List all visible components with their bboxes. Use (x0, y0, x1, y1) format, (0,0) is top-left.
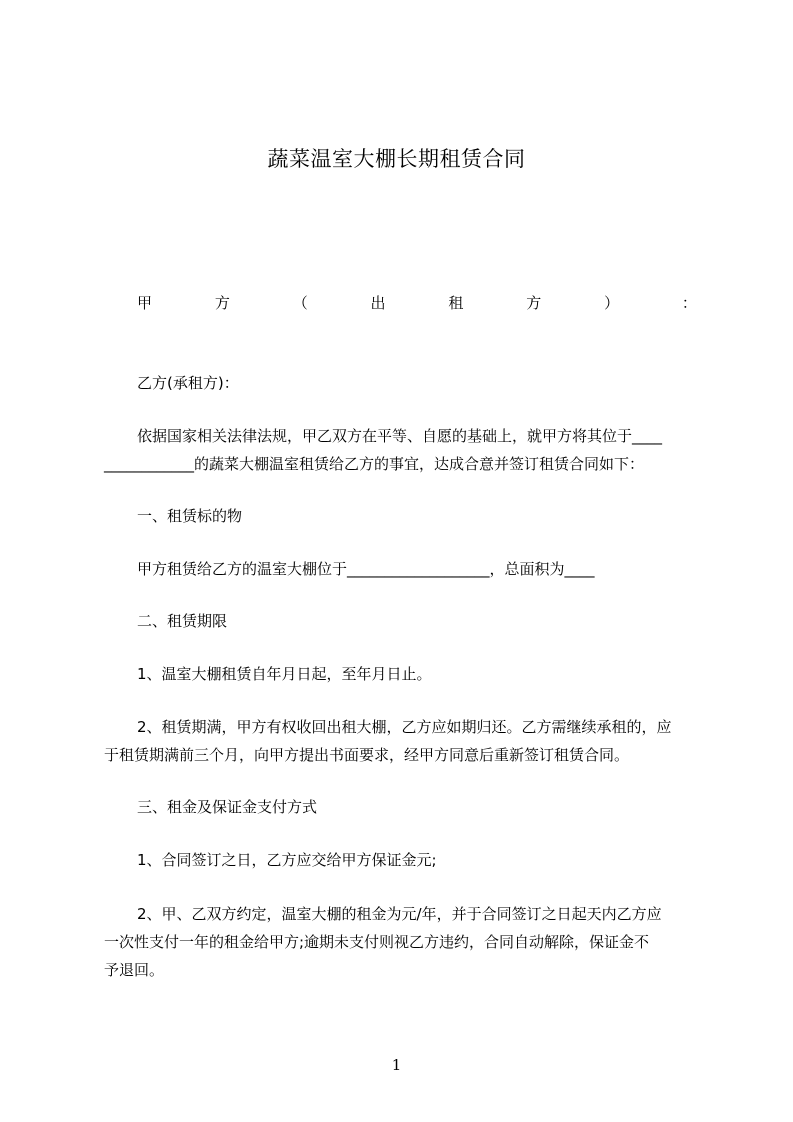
party-a-char: 租 (448, 294, 464, 312)
party-a-char: 方 (214, 294, 230, 312)
party-a-line (137, 292, 697, 314)
party-a-char: 方 (526, 294, 542, 312)
section3-item2-line1: 2、甲、乙双方约定，温室大棚的租金为元/年，并于合同签订之日起天内乙方应 (137, 905, 662, 923)
contract-title: 蔬菜温室大棚长期租赁合同 (267, 147, 526, 171)
section2-heading: 二、租赁期限 (137, 612, 228, 630)
section2-item1: 1、温室大棚租赁自年月日起，至年月日止。 (137, 665, 432, 683)
section2-item2-line1: 2、租赁期满，甲方有权收回出租大棚，乙方应如期归还。乙方需继续承租的，应 (137, 718, 672, 736)
party-a-char: 甲 (137, 294, 153, 312)
party-a-char: ） (604, 294, 620, 312)
section3-item1: 1、合同签订之日，乙方应交给甲方保证金元; (137, 851, 437, 869)
party-a-char: （ (292, 294, 308, 312)
section3-heading: 三、租金及保证金支付方式 (137, 798, 318, 816)
section2-item2-line2: 于租赁期满前三个月，向甲方提出书面要求，经甲方同意后重新签订租赁合同。 (104, 746, 630, 764)
section3-item2-line2: 一次性支付一年的租金给甲方;逾期未支付则视乙方违约，合同自动解除，保证金不 (104, 933, 650, 951)
section1-heading: 一、租赁标的物 (137, 507, 243, 525)
party-b-line: 乙方(承租方)： (137, 374, 239, 392)
party-a-char: ： (681, 294, 697, 312)
intro-line-1: 依据国家相关法律法规，甲乙双方在平等、自愿的基础上，就甲方将其位于____ (137, 427, 663, 445)
section1-location-line: 甲方租赁给乙方的温室大棚位于___________________，总面积为____ (137, 560, 595, 578)
party-a-char: 出 (370, 294, 386, 312)
page-number: 1 (391, 1056, 402, 1074)
intro-line-2: ____________的蔬菜大棚温室租赁给乙方的事宜，达成合意并签订租赁合同如下： (104, 455, 645, 473)
section3-item2-line3: 予退回。 (104, 961, 165, 979)
